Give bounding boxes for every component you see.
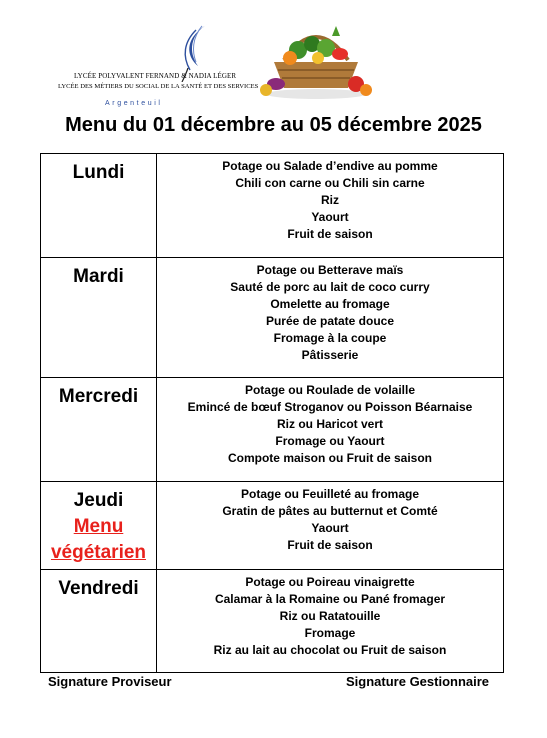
day-label: Mercredi (41, 378, 157, 482)
dish-item: Potage ou Poireau vinaigrette (245, 575, 415, 589)
fruit-basket-icon (256, 22, 376, 100)
menu-row-mardi (41, 258, 504, 378)
dish-item: Omelette au fromage (270, 297, 390, 311)
school-logo (52, 22, 259, 107)
dishes-cell (157, 482, 504, 570)
dish-item: Fruit de saison (287, 227, 373, 241)
dish-item: Yaourt (311, 521, 349, 535)
day-name: Jeudi (73, 490, 124, 511)
menu-row-jeudi (41, 482, 504, 570)
school-name-line2: LYCÉE DES MÉTIERS DU SOCIAL DE LA SANTÉ ET DES SERVICES (58, 83, 259, 90)
dish-item: Fruit de saison (287, 538, 373, 552)
signature-gestionnaire: Signature Gestionnaire (346, 674, 490, 689)
dish-item: Potage ou Roulade de volaille (244, 383, 416, 397)
weekly-menu-table (40, 153, 504, 673)
dish-item: Yaourt (311, 210, 349, 224)
menu-row-mercredi (41, 378, 504, 482)
vegetarian-note: végétarien (50, 542, 147, 563)
dishes-cell (157, 378, 504, 482)
dish-item: Potage ou Feuilleté au fromage (240, 487, 420, 501)
school-city: Argenteuil (105, 100, 163, 107)
dish-item: Potage ou Betterave maïs (256, 263, 404, 277)
day-label: Mardi (41, 258, 157, 378)
dish-item: Purée de patate douce (265, 314, 395, 328)
page-title: Menu du 01 décembre au 05 décembre 2025 (65, 114, 482, 136)
dish-item: Pâtisserie (301, 348, 359, 362)
school-name-line1: LYCÉE POLYVALENT FERNAND & NADIA LÉGER (74, 72, 237, 80)
dish-item: Riz au lait au chocolat ou Fruit de saison (213, 643, 447, 657)
dish-item: Fromage ou Yaourt (275, 434, 385, 448)
dishes-cell (157, 570, 504, 673)
dish-item: Fromage à la coupe (273, 331, 387, 345)
dish-item: Compote maison ou Fruit de saison (227, 451, 433, 465)
dish-item: Riz ou Haricot vert (276, 417, 384, 431)
dish-item: Sauté de porc au lait de coco curry (230, 280, 430, 294)
dish-item: Fromage (304, 626, 356, 640)
day-label: Lundi (41, 154, 157, 258)
dish-item: Calamar à la Romaine ou Pané fromager (214, 592, 446, 606)
dishes-cell (157, 154, 504, 258)
dishes-cell (157, 258, 504, 378)
vegetarian-note: Menu (73, 516, 124, 537)
day-label: Vendredi (41, 570, 157, 673)
dish-item: Chili con carne ou Chili sin carne (235, 176, 425, 190)
dish-item: Gratin de pâtes au butternut et Comté (222, 504, 438, 518)
dish-item: Riz ou Ratatouille (279, 609, 381, 623)
dish-item: Potage ou Salade d’endive au pomme (222, 159, 438, 173)
dish-item: Riz (321, 193, 339, 207)
menu-row-vendredi (41, 570, 504, 673)
day-label (41, 482, 157, 570)
dish-item: Emincé de bœuf Stroganov ou Poisson Béarnaise (187, 400, 473, 414)
menu-row-lundi (41, 154, 504, 258)
signature-proviseur: Signature Proviseur (48, 674, 172, 689)
